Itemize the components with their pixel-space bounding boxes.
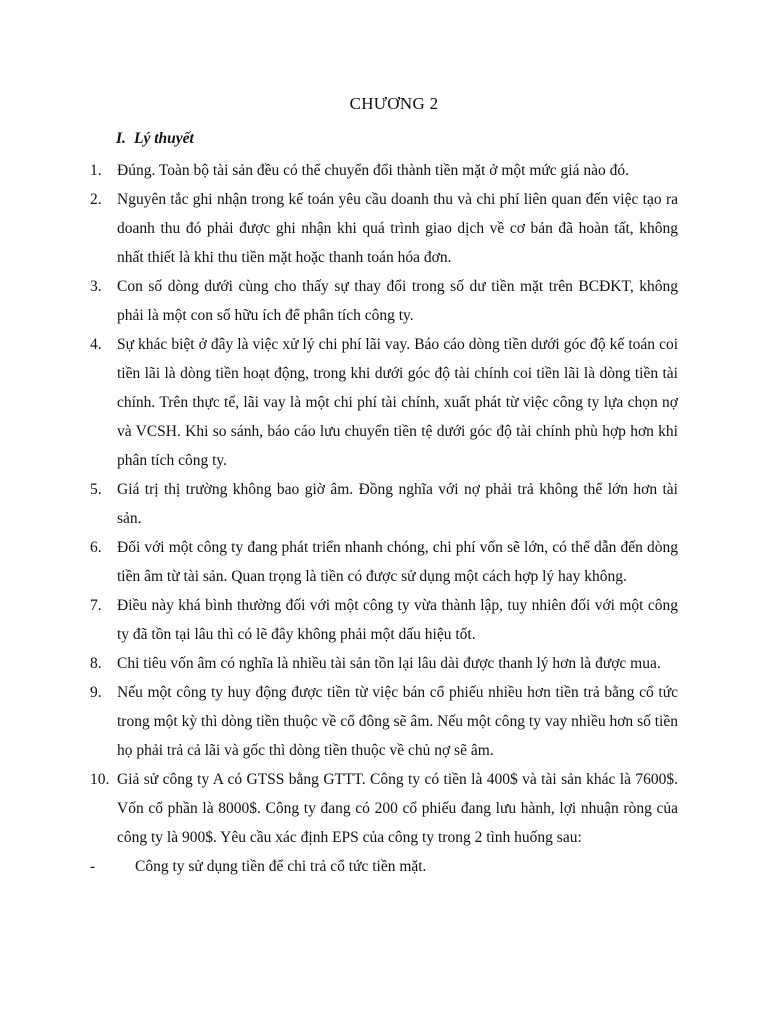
list-item <box>90 678 678 765</box>
item-text: Đúng. Toàn bộ tài sản đều có thể chuyển đổi thành tiền mặt ở một mức giá nào đó. <box>117 162 629 179</box>
item-number: 1. <box>90 162 102 179</box>
dash-bullet: - <box>90 858 96 875</box>
item-text: Con số dòng dưới cùng cho thấy sự thay đổi trong số dư tiền mặt trên BCĐKT, không phải là một con số hữu ích để phân tích công ty. <box>117 278 678 324</box>
dash-item-text: Công ty sử dụng tiền để chi trả cổ tức tiền mặt. <box>135 858 427 875</box>
item-number: 9. <box>90 684 102 701</box>
item-text: Chi tiêu vốn âm có nghĩa là nhiều tài sản tồn lại lâu dài được thanh lý hơn là được mua. <box>117 655 661 672</box>
item-number: 2. <box>90 191 102 208</box>
item-text: Điều này khá bình thường đối với một công ty vừa thành lập, tuy nhiên đối với một công ty đã tồn tại lâu thì có lẽ đây không phải một dấu hiệu tốt. <box>117 597 678 643</box>
item-text: Đối với một công ty đang phát triển nhanh chóng, chi phí vốn sẽ lớn, có thể dẫn đến dòng tiền âm từ tài sản. Quan trọng là tiền có được sử dụng một cách hợp lý hay không. <box>117 539 678 585</box>
item-number: 7. <box>90 597 102 614</box>
list-item <box>90 591 678 649</box>
section-heading <box>116 128 678 150</box>
list-item <box>90 272 678 330</box>
dash-list-item <box>90 852 678 881</box>
list-item <box>90 156 678 185</box>
item-text: Nếu một công ty huy động được tiền từ việc bán cổ phiếu nhiều hơn tiền trả bằng cổ tức trong một kỳ thì dòng tiền thuộc về cổ đông sẽ âm. Nếu một công ty vay nhiều hơn số tiền họ phải trả cả lãi và gốc thì dòng tiền thuộc về chủ nợ sẽ âm. <box>117 684 678 759</box>
item-number: 5. <box>90 481 102 498</box>
section-number: I. <box>116 130 126 147</box>
item-text: Giá trị thị trường không bao giờ âm. Đồng nghĩa với nợ phải trả không thể lớn hơn tài sản. <box>117 481 678 527</box>
item-number: 4. <box>90 336 102 353</box>
list-item <box>90 533 678 591</box>
item-number: 3. <box>90 278 102 295</box>
list-item <box>90 765 678 852</box>
item-text: Nguyên tắc ghi nhận trong kế toán yêu cầu doanh thu và chi phí liên quan đến việc tạo ra doanh thu đó phải được ghi nhận khi quá trình giao dịch về cơ bản đã hoàn tất, không nhất thiết là khi thu tiền mặt hoặc thanh toán hóa đơn. <box>117 191 678 266</box>
numbered-list <box>90 156 678 852</box>
list-item <box>90 185 678 272</box>
item-number: 10. <box>90 771 110 788</box>
list-item <box>90 649 678 678</box>
item-text: Giả sử công ty A có GTSS bằng GTTT. Công ty có tiền là 400$ và tài sản khác là 7600$. Vốn cổ phần là 8000$. Công ty đang có 200 cổ phiếu đang lưu hành, lợi nhuận ròng của công ty là 900$. Yêu cầu xác định EPS của công ty trong 2 tình huống sau: <box>117 771 678 846</box>
item-number: 8. <box>90 655 102 672</box>
list-item <box>90 330 678 475</box>
chapter-title: CHƯƠNG 2 <box>349 94 439 113</box>
item-number: 6. <box>90 539 102 556</box>
list-item <box>90 475 678 533</box>
section-title: Lý thuyết <box>134 130 194 147</box>
item-text: Sự khác biệt ở đây là việc xử lý chi phí lãi vay. Báo cáo dòng tiền dưới góc độ kế toán coi tiền lãi là dòng tiền hoạt động, trong khi dưới góc độ tài chính coi tiền lãi là dòng tiền tài chính. Trên thực tế, lãi vay là một chi phí tài chính, xuất phát từ việc công ty lựa chọn nợ và VCSH. Khi so sánh, báo cáo lưu chuyển tiền tệ dưới góc độ tài chính phù hợp hơn khi phân tích công ty. <box>117 336 678 469</box>
